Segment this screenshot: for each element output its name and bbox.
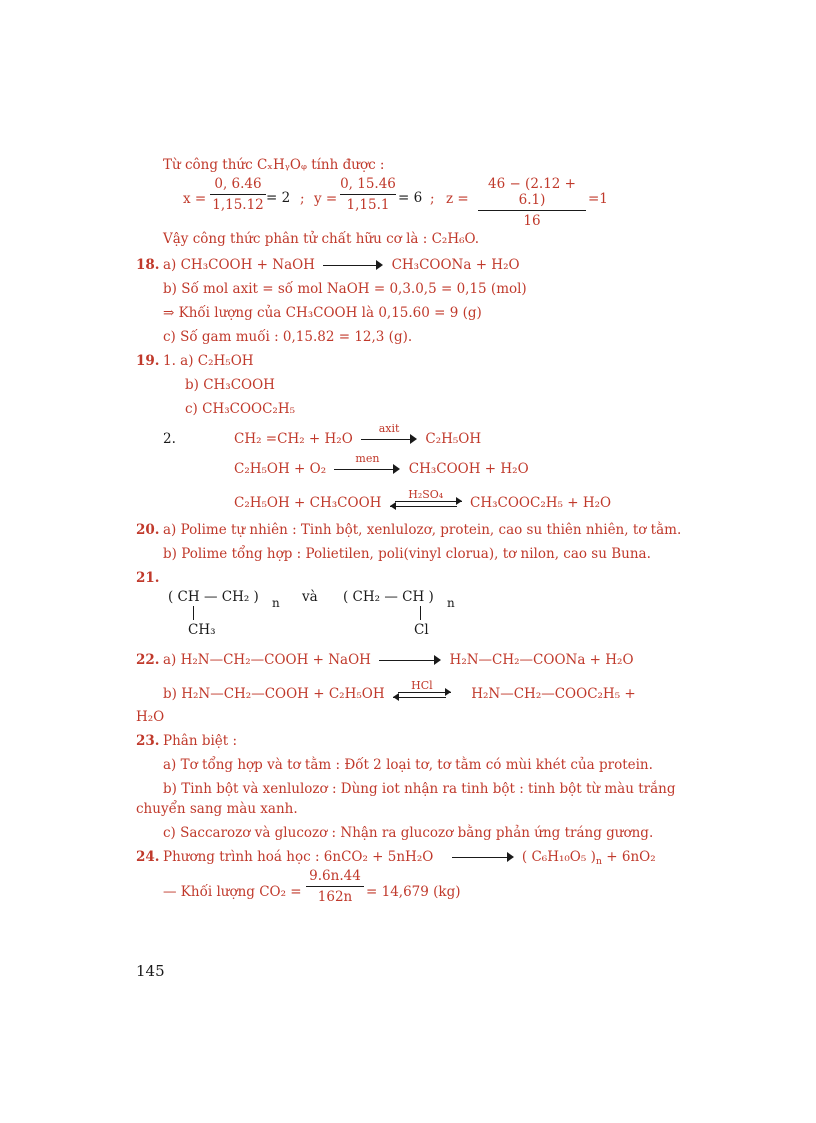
q22-b-right: H₂N—CH₂—COOC₂H₅ +	[471, 686, 636, 702]
z-numerator: 46 − (2.12 + 6.1)	[487, 176, 576, 208]
q23-a: a) Tơ tổng hợp và tơ tằm : Đốt 2 loại tơ, tơ tằm có mùi khét của protein.	[163, 757, 653, 773]
x-denominator: 1,15.12	[212, 197, 264, 213]
q20-b: b) Polime tổng hợp : Polietilen, poli(vinyl clorua), tơ nilon, cao su Buna.	[163, 546, 651, 562]
polymer-2: ( CH₂ — CH )	[343, 589, 434, 605]
r2-right: CH₃COOH + H₂O	[408, 461, 529, 477]
x-numerator: 0, 6.46	[214, 176, 262, 192]
q24-mass-num: 9.6n.44	[309, 868, 361, 884]
q19-a: 1. a) C₂H₅OH	[163, 353, 254, 369]
z-fraction	[478, 176, 586, 229]
r2-condition: men	[355, 451, 380, 465]
q23-number: 23.	[136, 733, 160, 749]
q24-mass-fraction	[306, 868, 364, 905]
y-denominator: 1,15.1	[346, 197, 390, 213]
reaction-arrow-icon	[323, 261, 383, 271]
r1-right: C₂H₅OH	[425, 431, 482, 447]
q19-reaction-1	[234, 421, 482, 448]
q18-b2: ⇒ Khối lượng của CH₃COOH là 0,15.60 = 9 (g)	[163, 305, 482, 321]
equilibrium-arrow-icon	[390, 487, 462, 509]
polymer-2-sub: Cl	[414, 622, 429, 638]
q22-b-tail: H₂O	[136, 709, 165, 725]
polymer-2-n: n	[447, 596, 455, 610]
q18-a	[163, 256, 520, 274]
r3-left: C₂H₅OH + CH₃COOH	[234, 495, 382, 511]
q24-equation	[163, 848, 656, 871]
z-result: =1	[588, 191, 608, 207]
y-result: = 6	[398, 190, 423, 206]
q24-mass-lhs: — Khối lượng CO₂ =	[163, 884, 302, 900]
q18-number: 18.	[136, 257, 160, 273]
intro-line	[163, 156, 384, 174]
q23-head: Phân biệt :	[163, 733, 238, 749]
x-fraction	[210, 176, 266, 213]
polymer-1-n: n	[272, 596, 280, 610]
q19-number: 19.	[136, 353, 160, 369]
page-number: 145	[136, 962, 165, 980]
q22-b	[163, 678, 636, 703]
q24-mass-den: 162n	[317, 889, 353, 905]
q23-b1: b) Tinh bột và xenlulozơ : Dùng iot nhận ra tinh bột : tinh bột từ màu trắng	[163, 781, 676, 797]
q21-number: 21.	[136, 570, 160, 586]
q19-c: c) CH₃COOC₂H₅	[185, 401, 296, 417]
and-word: và	[302, 589, 318, 605]
q24-mass-res: = 14,679 (kg)	[366, 884, 461, 900]
q24-right: ( C₆H₁₀O₅ )	[521, 849, 596, 865]
r1-left: CH₂ =CH₂ + H₂O	[234, 431, 353, 447]
r3-right: CH₃COOC₂H₅ + H₂O	[470, 495, 612, 511]
reaction-arrow-icon	[334, 451, 400, 475]
conclusion: Vậy công thức phân tử chất hữu cơ là : C₂H₆O.	[163, 231, 480, 247]
q19-b: b) CH₃COOH	[185, 377, 275, 393]
q19-two: 2.	[163, 431, 176, 447]
q19-reaction-2	[234, 451, 529, 478]
r2-left: C₂H₅OH + O₂	[234, 461, 327, 477]
reaction-arrow-icon	[361, 421, 417, 445]
q22-a-right: H₂N—CH₂—COONa + H₂O	[449, 652, 634, 668]
polymer-2-bond	[420, 606, 421, 620]
x-result: = 2	[266, 190, 291, 206]
q18-a-left: a) CH₃COOH + NaOH	[163, 257, 315, 273]
equilibrium-arrow-icon	[393, 678, 451, 700]
polymer-1-bond	[193, 606, 194, 620]
polymer-1: ( CH — CH₂ )	[168, 589, 259, 605]
y-lhs: y =	[314, 191, 338, 207]
q24-number: 24.	[136, 849, 160, 865]
q24-left: Phương trình hoá học : 6nCO₂ + 5nH₂O	[163, 849, 434, 865]
sep-1: ;	[300, 191, 305, 207]
q20-number: 20.	[136, 522, 160, 538]
q22-a	[163, 651, 634, 669]
q22-number: 22.	[136, 652, 160, 668]
reaction-arrow-icon	[379, 656, 441, 666]
y-numerator: 0, 15.46	[340, 176, 396, 192]
q22-b-left: b) H₂N—CH₂—COOH + C₂H₅OH	[163, 686, 385, 702]
q22-condition: HCl	[411, 678, 433, 692]
z-lhs: z =	[446, 191, 469, 207]
q23-b2: chuyển sang màu xanh.	[136, 801, 298, 817]
intro-text: Từ công thức CₓHᵧOᵩ tính được :	[163, 157, 385, 173]
q18-a-right: CH₃COONa + H₂O	[391, 257, 520, 273]
q20-a: a) Polime tự nhiên : Tinh bột, xenlulozơ, protein, cao su thiên nhiên, tơ tằm.	[163, 522, 682, 538]
q18-c: c) Số gam muối : 0,15.82 = 12,3 (g).	[163, 329, 413, 345]
q18-b: b) Số mol axit = số mol NaOH = 0,3.0,5 = 0,15 (mol)	[163, 281, 527, 297]
y-fraction	[340, 176, 396, 213]
q23-c: c) Saccarozơ và glucozơ : Nhận ra glucozơ bằng phản ứng tráng gương.	[163, 825, 654, 841]
q24-right-tail: + 6nO₂	[601, 849, 656, 865]
z-denominator: 16	[523, 213, 541, 229]
q19-reaction-3	[234, 487, 612, 512]
r1-condition: axit	[378, 421, 400, 435]
polymer-1-sub: CH₃	[188, 622, 216, 638]
r3-condition: H₂SO₄	[408, 487, 444, 501]
q24-right-n: n	[595, 856, 602, 867]
reaction-arrow-icon	[452, 853, 514, 863]
sep-2: ;	[430, 191, 435, 207]
q22-a-left: a) H₂N—CH₂—COOH + NaOH	[163, 652, 371, 668]
x-lhs: x =	[183, 191, 207, 207]
